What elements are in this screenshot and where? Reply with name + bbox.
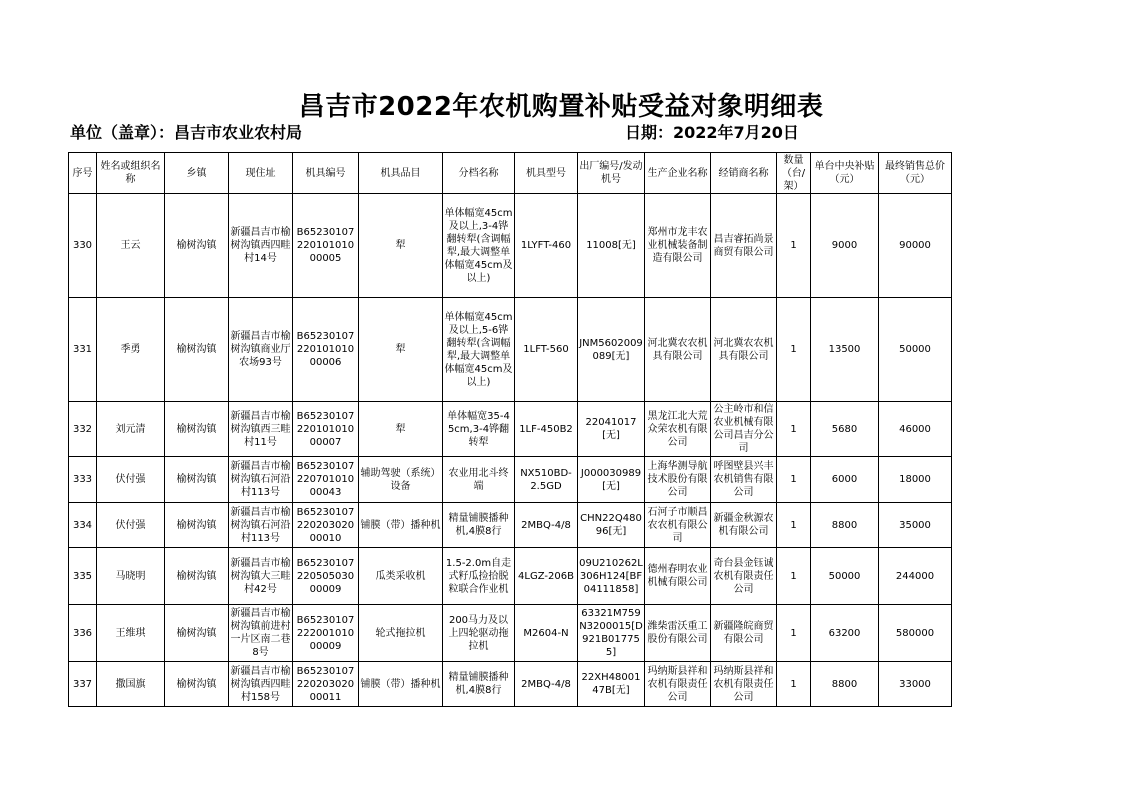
cell-maker: 德州春明农业机械有限公司 xyxy=(645,548,711,605)
cell-subsidy: 9000 xyxy=(811,194,879,298)
cell-dealer: 新疆金秋源农机有限公司 xyxy=(711,503,777,548)
cell-subsidy: 50000 xyxy=(811,548,879,605)
cell-price: 50000 xyxy=(879,298,952,402)
cell-category: 轮式拖拉机 xyxy=(359,605,443,662)
cell-qty: 1 xyxy=(777,548,811,605)
cell-subsidy: 13500 xyxy=(811,298,879,402)
header-cell: 序号 xyxy=(69,153,97,194)
cell-no: 332 xyxy=(69,402,97,457)
cell-town: 榆树沟镇 xyxy=(165,605,229,662)
cell-model: M2604-N xyxy=(515,605,578,662)
cell-maker: 上海华测导航技术股份有限公司 xyxy=(645,457,711,503)
cell-address: 新疆昌吉市榆树沟镇石河沿村113号 xyxy=(229,457,293,503)
cell-no: 330 xyxy=(69,194,97,298)
table-row xyxy=(69,194,952,298)
subsidy-table xyxy=(68,152,952,707)
cell-category: 犁 xyxy=(359,194,443,298)
cell-tier: 精量铺膜播种机,4膜8行 xyxy=(443,503,515,548)
cell-address: 新疆昌吉市榆树沟镇西三畦村11号 xyxy=(229,402,293,457)
header-cell: 最终销售总价（元） xyxy=(879,153,952,194)
cell-tier: 200马力及以上四轮驱动拖拉机 xyxy=(443,605,515,662)
cell-name: 季勇 xyxy=(97,298,165,402)
cell-subsidy: 63200 xyxy=(811,605,879,662)
cell-name: 刘元清 xyxy=(97,402,165,457)
cell-maker: 黑龙江北大荒众荣农机有限公司 xyxy=(645,402,711,457)
header-cell: 机具品目 xyxy=(359,153,443,194)
cell-no: 334 xyxy=(69,503,97,548)
cell-address: 新疆昌吉市榆树沟镇西四畦村14号 xyxy=(229,194,293,298)
cell-serial: 11008[无] xyxy=(578,194,645,298)
header-cell: 数量（台/架） xyxy=(777,153,811,194)
cell-maker: 郑州市龙丰农业机械装备制造有限公司 xyxy=(645,194,711,298)
cell-name: 撒国旗 xyxy=(97,662,165,707)
cell-model: 2MBQ-4/8 xyxy=(515,503,578,548)
cell-tier: 单体幅宽35-45cm,3-4铧翻转犁 xyxy=(443,402,515,457)
cell-model: 1LYFT-460 xyxy=(515,194,578,298)
cell-town: 榆树沟镇 xyxy=(165,402,229,457)
cell-dealer: 昌吉睿拓尚景商贸有限公司 xyxy=(711,194,777,298)
cell-category: 犁 xyxy=(359,402,443,457)
table-row xyxy=(69,503,952,548)
cell-qty: 1 xyxy=(777,402,811,457)
cell-model: 4LGZ-206B xyxy=(515,548,578,605)
cell-address: 新疆昌吉市榆树沟镇石河沿村113号 xyxy=(229,503,293,548)
cell-price: 244000 xyxy=(879,548,952,605)
header-cell: 机具编号 xyxy=(293,153,359,194)
cell-code: B6523010722200101000009 xyxy=(293,605,359,662)
cell-town: 榆树沟镇 xyxy=(165,662,229,707)
cell-qty: 1 xyxy=(777,194,811,298)
table-row xyxy=(69,605,952,662)
cell-tier: 单体幅宽45cm及以上,3-4铧翻转犁(含调幅犁,最大调整单体幅宽45cm及以上) xyxy=(443,194,515,298)
cell-address: 新疆昌吉市榆树沟镇商业厅农场93号 xyxy=(229,298,293,402)
cell-tier: 单体幅宽45cm及以上,5-6铧翻转犁(含调幅犁,最大调整单体幅宽45cm及以上) xyxy=(443,298,515,402)
cell-serial: 22041017[无] xyxy=(578,402,645,457)
cell-town: 榆树沟镇 xyxy=(165,548,229,605)
cell-code: B6523010722020302000010 xyxy=(293,503,359,548)
header-cell: 生产企业名称 xyxy=(645,153,711,194)
cell-category: 铺膜（带）播种机 xyxy=(359,662,443,707)
cell-code: B6523010722050503000009 xyxy=(293,548,359,605)
header-cell: 经销商名称 xyxy=(711,153,777,194)
cell-address: 新疆昌吉市榆树沟镇大三畦村42号 xyxy=(229,548,293,605)
cell-maker: 玛纳斯县祥和农机有限责任公司 xyxy=(645,662,711,707)
cell-qty: 1 xyxy=(777,298,811,402)
cell-name: 伏付强 xyxy=(97,457,165,503)
cell-town: 榆树沟镇 xyxy=(165,457,229,503)
cell-no: 331 xyxy=(69,298,97,402)
table-body xyxy=(69,194,952,707)
cell-dealer: 公主岭市和信农业机械有限公司昌吉分公司 xyxy=(711,402,777,457)
cell-code: B6523010722010101000006 xyxy=(293,298,359,402)
cell-tier: 农业用北斗终端 xyxy=(443,457,515,503)
header-cell: 出厂编号/发动机号 xyxy=(578,153,645,194)
cell-code: B6523010722070101000043 xyxy=(293,457,359,503)
cell-code: B6523010722010101000007 xyxy=(293,402,359,457)
cell-serial: J000030989[无] xyxy=(578,457,645,503)
cell-category: 犁 xyxy=(359,298,443,402)
cell-price: 46000 xyxy=(879,402,952,457)
cell-serial: CHN22Q48096[无] xyxy=(578,503,645,548)
cell-town: 榆树沟镇 xyxy=(165,298,229,402)
table-row xyxy=(69,402,952,457)
cell-qty: 1 xyxy=(777,662,811,707)
header-row xyxy=(69,153,952,194)
cell-tier: 精量铺膜播种机,4膜8行 xyxy=(443,662,515,707)
cell-name: 王云 xyxy=(97,194,165,298)
cell-maker: 河北冀农农机具有限公司 xyxy=(645,298,711,402)
cell-dealer: 玛纳斯县祥和农机有限责任公司 xyxy=(711,662,777,707)
header-cell: 分档名称 xyxy=(443,153,515,194)
cell-code: B6523010722020302000011 xyxy=(293,662,359,707)
cell-no: 333 xyxy=(69,457,97,503)
table-row xyxy=(69,548,952,605)
cell-name: 伏付强 xyxy=(97,503,165,548)
cell-name: 马晓明 xyxy=(97,548,165,605)
cell-price: 580000 xyxy=(879,605,952,662)
header-cell: 单台中央补贴（元） xyxy=(811,153,879,194)
cell-dealer: 奇台县金钰诚农机有限责任公司 xyxy=(711,548,777,605)
cell-model: NX510BD-2.5GD xyxy=(515,457,578,503)
cell-price: 90000 xyxy=(879,194,952,298)
cell-dealer: 呼图壁县兴丰农机销售有限公司 xyxy=(711,457,777,503)
cell-subsidy: 6000 xyxy=(811,457,879,503)
header-cell: 姓名或组织名称 xyxy=(97,153,165,194)
table-row xyxy=(69,662,952,707)
cell-serial: 22XH4800147B[无] xyxy=(578,662,645,707)
cell-no: 336 xyxy=(69,605,97,662)
cell-address: 新疆昌吉市榆树沟镇前进村一片区南二巷8号 xyxy=(229,605,293,662)
cell-price: 35000 xyxy=(879,503,952,548)
cell-qty: 1 xyxy=(777,503,811,548)
cell-subsidy: 8800 xyxy=(811,503,879,548)
cell-price: 33000 xyxy=(879,662,952,707)
unit-label: 单位（盖章）：昌吉市农业农村局 xyxy=(70,123,303,142)
cell-category: 铺膜（带）播种机 xyxy=(359,503,443,548)
cell-model: 2MBQ-4/8 xyxy=(515,662,578,707)
cell-dealer: 河北冀农农机具有限公司 xyxy=(711,298,777,402)
cell-town: 榆树沟镇 xyxy=(165,194,229,298)
cell-model: 1LF-450B2 xyxy=(515,402,578,457)
cell-model: 1LFT-560 xyxy=(515,298,578,402)
cell-code: B6523010722010101000005 xyxy=(293,194,359,298)
cell-town: 榆树沟镇 xyxy=(165,503,229,548)
cell-category: 瓜类采收机 xyxy=(359,548,443,605)
table-row xyxy=(69,298,952,402)
header-cell: 现住址 xyxy=(229,153,293,194)
cell-qty: 1 xyxy=(777,457,811,503)
cell-subsidy: 5680 xyxy=(811,402,879,457)
cell-serial: JNM5602009089[无] xyxy=(578,298,645,402)
cell-name: 王维琪 xyxy=(97,605,165,662)
date-label: 日期：2022年7月20日 xyxy=(625,123,799,142)
cell-subsidy: 8800 xyxy=(811,662,879,707)
cell-maker: 潍柴雷沃重工股份有限公司 xyxy=(645,605,711,662)
header-cell: 乡镇 xyxy=(165,153,229,194)
cell-address: 新疆昌吉市榆树沟镇西四畦村158号 xyxy=(229,662,293,707)
cell-no: 335 xyxy=(69,548,97,605)
cell-category: 辅助驾驶（系统）设备 xyxy=(359,457,443,503)
cell-tier: 1.5-2.0m自走式籽瓜捡拾脱粒联合作业机 xyxy=(443,548,515,605)
header-cell: 机具型号 xyxy=(515,153,578,194)
cell-maker: 石河子市顺昌农农机有限公司 xyxy=(645,503,711,548)
cell-no: 337 xyxy=(69,662,97,707)
cell-dealer: 新疆隆皖商贸有限公司 xyxy=(711,605,777,662)
cell-serial: 09U210262L306H124[BF04111858] xyxy=(578,548,645,605)
cell-price: 18000 xyxy=(879,457,952,503)
cell-qty: 1 xyxy=(777,605,811,662)
page-title: 昌吉市2022年农机购置补贴受益对象明细表 xyxy=(298,92,824,122)
table-row xyxy=(69,457,952,503)
cell-serial: 63321M759N3200015[D921B017755] xyxy=(578,605,645,662)
